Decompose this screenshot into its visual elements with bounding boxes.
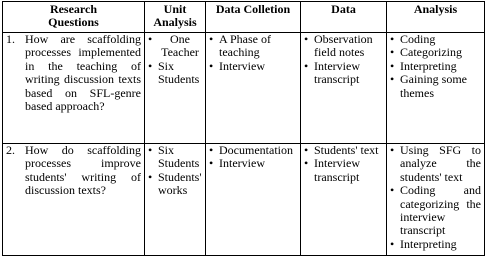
data-cell [301, 144, 387, 256]
bullet-icon: • [390, 143, 395, 157]
list-item: • Interpreting [390, 236, 457, 251]
table-row [3, 144, 485, 256]
analysis-cell [387, 144, 485, 256]
analysis-cell [387, 33, 485, 144]
list-item: • Documentation [209, 143, 293, 157]
question-number: 2. [6, 143, 15, 157]
bullet-icon: • [148, 143, 153, 157]
list-item: • Interpreting [390, 58, 457, 73]
list-item: • Students' text [304, 143, 379, 157]
list-item: • Interview [209, 58, 265, 73]
bullet-icon: • [148, 58, 153, 73]
bullet-icon: • [390, 32, 395, 46]
bullet-icon: • [304, 32, 309, 46]
bullet-icon: • [390, 45, 395, 60]
list-item: • Coding [390, 32, 436, 46]
bullet-icon: • [390, 72, 395, 87]
list-item: • A Phase of teaching [209, 32, 271, 60]
bullet-icon: • [209, 143, 214, 157]
unit-analysis-cell [145, 144, 206, 256]
list-item: • Interview transcript [304, 58, 360, 87]
header-data: Data [301, 2, 387, 33]
question-text: How are scaffolding processes implemented in the teaching of writing discussion texts based on SFL-genre based approach? [25, 32, 141, 114]
list-item: • Interview [209, 156, 265, 171]
table-row [3, 33, 485, 144]
list-item: • Coding and categorizing the interview transcript [390, 183, 481, 238]
list-item: • Six Students [148, 143, 200, 171]
question-cell [3, 144, 145, 256]
data-collection-cell [206, 144, 301, 256]
list-item: • Interview transcript [304, 156, 360, 184]
list-item: • Gaining some themes [390, 72, 467, 100]
bullet-icon: • [390, 236, 395, 251]
bullet-icon: • [390, 58, 395, 73]
bullet-icon: • [304, 58, 309, 73]
question-cell [3, 33, 145, 144]
list-item: • Categorizing [390, 45, 462, 60]
header-unit-analysis: Unit Analysis [145, 2, 206, 33]
data-cell [301, 33, 387, 144]
header-row [3, 2, 485, 33]
bullet-icon: • [148, 32, 153, 46]
bullet-icon: • [209, 156, 214, 171]
list-item: • One Teacher [148, 32, 199, 60]
header-research-questions: Research Questions [3, 2, 145, 33]
question-text: How do scaffolding processes improve students' writing of discussion texts? [25, 143, 141, 198]
list-item: • Observation field notes [304, 32, 373, 60]
list-item: • Students' works [148, 169, 202, 198]
bullet-icon: • [209, 58, 214, 73]
research-table [2, 1, 485, 256]
list-item: • Six Students [148, 58, 200, 87]
bullet-icon: • [390, 183, 395, 198]
header-analysis: Analysis [387, 2, 485, 33]
unit-analysis-cell [145, 33, 206, 144]
bullet-icon: • [209, 32, 214, 46]
question-number: 1. [6, 32, 15, 46]
list-item: • Using SFG to analyze the students' text [390, 143, 481, 184]
bullet-icon: • [304, 156, 309, 171]
data-collection-cell [206, 33, 301, 144]
bullet-icon: • [148, 169, 153, 184]
header-data-collection: Data Colletion [206, 2, 301, 33]
bullet-icon: • [304, 143, 309, 157]
